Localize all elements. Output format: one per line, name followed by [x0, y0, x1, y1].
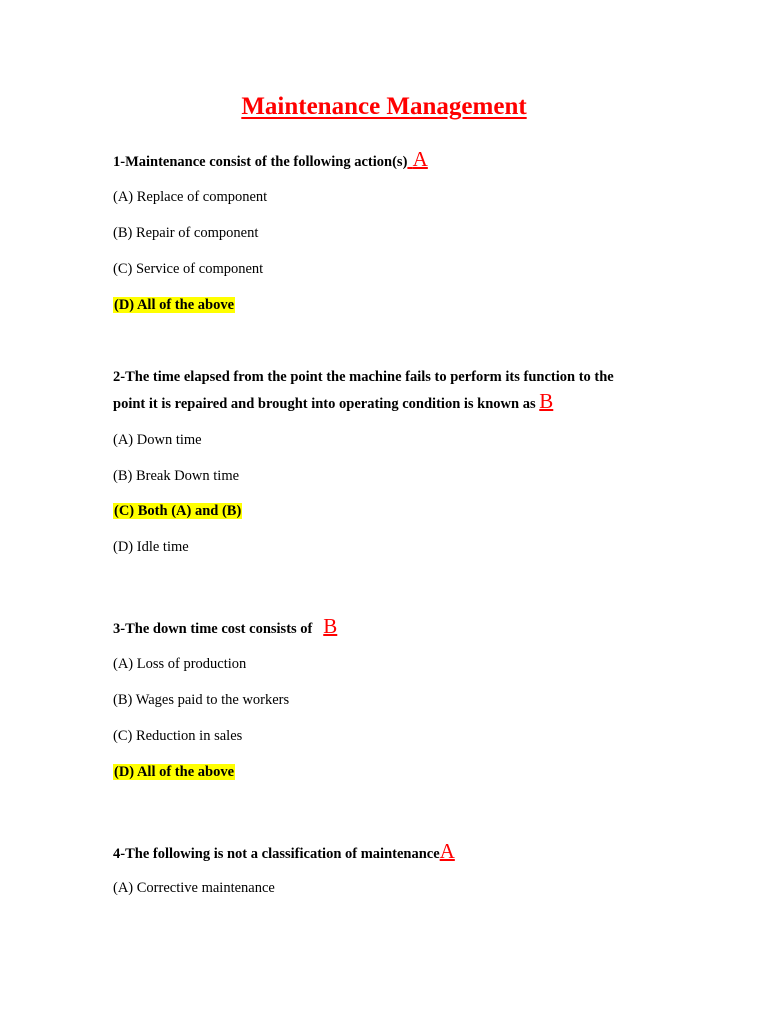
question-2-text: point it is repaired and brought into operating condition is known as: [113, 396, 536, 412]
question-1-answer: A: [412, 147, 428, 171]
question-2-option-c: [113, 502, 242, 520]
question-3-correct-option: (D) All of the above: [114, 764, 235, 780]
question-1: [113, 147, 428, 171]
question-2-answer: B: [539, 389, 554, 413]
question-4-option-a: (A) Corrective maintenance: [113, 880, 275, 896]
question-3-answer: B: [323, 614, 338, 638]
question-2-option-a: (A) Down time: [113, 432, 202, 448]
question-2-line-2: [113, 389, 554, 413]
question-2-option-b: (B) Break Down time: [113, 468, 240, 484]
question-4: [113, 839, 455, 863]
question-1-text: 1-Maintenance consist of the following action(s): [113, 154, 408, 170]
question-3-option-c: (C) Reduction in sales: [113, 728, 243, 744]
question-4-text: 4-The following is not a classification of maintenance: [113, 846, 440, 862]
question-4-answer: A: [439, 839, 455, 863]
question-1-option-c: (C) Service of component: [113, 261, 264, 277]
question-2-line-1: 2-The time elapsed from the point the machine fails to perform its function to the: [113, 369, 614, 385]
question-1-option-b: (B) Repair of component: [113, 225, 259, 241]
question-1-option-a: (A) Replace of component: [113, 189, 268, 205]
question-2-option-d: (D) Idle time: [113, 539, 189, 555]
question-3-option-b: (B) Wages paid to the workers: [113, 692, 290, 708]
question-1-correct-option: (D) All of the above: [114, 297, 235, 313]
question-3-option-a: (A) Loss of production: [113, 656, 247, 672]
question-3-option-d: [113, 763, 235, 781]
question-2-correct-option: (C) Both (A) and (B): [114, 503, 242, 519]
question-3: [113, 614, 338, 638]
question-3-text: 3-The down time cost consists of: [113, 621, 313, 637]
question-1-option-d: [113, 296, 235, 314]
page-title: Maintenance Management: [241, 93, 527, 120]
